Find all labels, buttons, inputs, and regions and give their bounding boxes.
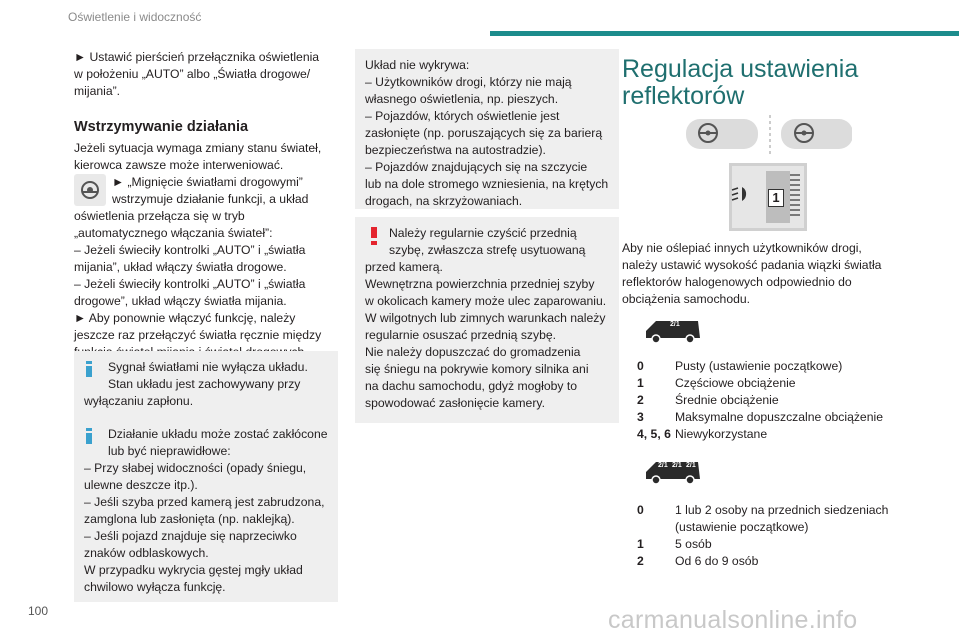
text-line: bezpieczeństwa na autostradzie). (365, 143, 546, 157)
list-number: 1 (637, 537, 644, 551)
list-text: (ustawienie początkowe) (675, 520, 809, 534)
list-item (637, 426, 917, 443)
text-line: się śniegu na pokrywie komory silnika ani (365, 362, 589, 376)
text-line: kierowca zawsze może interweniować. (74, 158, 284, 172)
van-empty-icon (642, 318, 702, 344)
list-text: 1 lub 2 osoby na przednich siedzeniach (675, 503, 889, 517)
text-line: wyłączaniu zapłonu. (84, 394, 194, 408)
text-line: znaków odblaskowych. (84, 546, 209, 560)
warning-icon (371, 227, 377, 250)
text-line: – Jeżeli świeciły kontrolki „AUTO” i „światła (74, 243, 306, 257)
van-seat-label: 2/1 (658, 462, 668, 469)
text-line: – Jeżeli świeciły kontrolki „AUTO” i „światła (74, 277, 306, 291)
text-line: „automatycznego włączania świateł”: (74, 226, 273, 240)
passenger-list (637, 502, 917, 570)
text-line: Wewnętrzna powierzchnia przedniej szyby (365, 277, 595, 291)
text-line: Nie należy dopuszczać do gromadzenia (365, 345, 581, 359)
page-number: 100 (28, 604, 49, 618)
text-line: wstrzymuje działanie funkcji, a układ (112, 192, 309, 206)
text-line: przed kamerą. (365, 260, 443, 274)
text-line: mijania”. (74, 84, 121, 98)
list-number: 3 (637, 410, 644, 424)
text-line: zasłonięte (np. poruszających się za barierą (365, 126, 603, 140)
list-text: Maksymalne dopuszczalne obciążenie (675, 410, 883, 424)
text-line: oświetlenia przełącza się w tryb (74, 209, 245, 223)
text-line: spowodować zasłonięcie kamery. (365, 396, 545, 410)
section-title: Regulacja ustawienia (622, 55, 859, 83)
text-line: drogowe”, układ włączy światła mijania. (74, 294, 287, 308)
list-number: 0 (637, 503, 644, 517)
text-line: szybę, zwłaszcza strefę usytuowaną (389, 243, 586, 257)
column-1 (74, 49, 336, 361)
info-icon (86, 428, 92, 449)
text-line: W przypadku wykrycia gęstej mgły układ (84, 563, 303, 577)
text-line: – Jeśli pojazd znajduje się naprzeciwko (84, 529, 297, 543)
text-line: w położeniu „AUTO” albo „Światła drogowe/ (74, 67, 311, 81)
list-number: 0 (637, 359, 644, 373)
section-title: reflektorów (622, 82, 745, 110)
text-line: własnego oświetlenia, np. pieszych. (365, 92, 559, 106)
list-item (637, 553, 917, 570)
van-passengers-icon (642, 459, 702, 485)
text-line: zamglona lub zasłonięta (np. naklejką). (84, 512, 295, 526)
dashboard-illustration (686, 113, 852, 233)
text-line: w okolicach kamery może ulec zaparowaniu. (365, 294, 607, 308)
text-line: Układ nie wykrywa: (365, 58, 470, 72)
text-line: należy ustawić wysokość padania wiązki światła (622, 258, 882, 272)
list-number: 1 (637, 376, 644, 390)
section-heading: Wstrzymywanie działania (74, 119, 249, 135)
header-accent-bar (490, 31, 959, 36)
info-icon (86, 361, 92, 382)
text-line: jeszcze raz przełączyć światła ręcznie między (74, 328, 322, 342)
text-line: ► Ustawić pierścień przełącznika oświetlenia (74, 50, 320, 64)
list-number: 4, 5, 6 (637, 427, 671, 441)
list-text: Częściowe obciążenie (675, 376, 796, 390)
header-title: Oświetlenie i widoczność (68, 10, 202, 24)
van-seat-label: 2/1 (670, 321, 680, 328)
list-text: Niewykorzystane (675, 427, 768, 441)
text-line: obciążenia samochodu. (622, 292, 751, 306)
list-number: 2 (637, 554, 644, 568)
list-item (637, 358, 917, 375)
text-line: Działanie układu może zostać zakłócone (108, 427, 328, 441)
text-line: mijania”, układ włączy światła drogowe. (74, 260, 287, 274)
column-3 (622, 56, 922, 110)
text-line: ► „Mignięcie światłami drogowymi” (112, 175, 303, 189)
van-seat-label: 2/1 (686, 462, 696, 469)
text-line: Stan układu jest zachowywany przy (108, 377, 301, 391)
text-line: reflektorów halogenowych odpowiednio do (622, 275, 852, 289)
text-line: – Użytkowników drogi, którzy nie mają (365, 75, 572, 89)
info-box-2 (74, 418, 338, 602)
list-item (637, 409, 917, 426)
text-line: ► Aby ponownie włączyć funkcję, należy (74, 311, 296, 325)
thumbwheel-value: 1 (768, 189, 784, 207)
list-text: Od 6 do 9 osób (675, 554, 759, 568)
list-text: Średnie obciążenie (675, 393, 779, 407)
text-line: ulewne deszcze itp.). (84, 478, 198, 492)
text-line: – Przy słabej widoczności (opady śniegu, (84, 461, 307, 475)
van-seat-label: 2/1 (672, 462, 682, 469)
list-item (637, 392, 917, 409)
text-line: lub na dole stromego wzniesienia, na krętych (365, 177, 609, 191)
headlamp-flash-icon (74, 174, 106, 206)
text-line: W wilgotnych lub zimnych warunkach należy (365, 311, 606, 325)
text-line: na dachu samochodu, gdyż mogłoby to (365, 379, 578, 393)
text-line: Jeżeli sytuacja wymaga zmiany stanu świateł, (74, 141, 322, 155)
text-line: Sygnał światłami nie wyłącza układu. (108, 360, 308, 374)
list-item (637, 519, 917, 536)
load-list (637, 358, 917, 443)
text-line: lub być nieprawidłowe: (108, 444, 231, 458)
list-item (637, 502, 917, 519)
text-line: drogach, na skrzyżowaniach. (365, 194, 523, 208)
text-line: Należy regularnie czyścić przednią (389, 226, 577, 240)
list-text: 5 osób (675, 537, 712, 551)
text-line: – Pojazdów, których oświetlenie jest (365, 109, 560, 123)
text-line: regularnie osuszać przednią szybę. (365, 328, 557, 342)
list-number: 2 (637, 393, 644, 407)
warning-box (355, 217, 619, 423)
text-line: Aby nie oślepiać innych użytkowników drogi, (622, 241, 862, 255)
list-item (637, 375, 917, 392)
list-number (637, 519, 675, 536)
column-3-intro (622, 240, 922, 308)
text-line: chwilowo wyłącza funkcję. (84, 580, 226, 594)
text-line: – Jeśli szyba przed kamerą jest zabrudzona, (84, 495, 325, 509)
notice-box (355, 49, 619, 209)
list-text: Pusty (ustawienie początkowe) (675, 359, 843, 373)
text-line: – Pojazdów znajdujących się na szczycie (365, 160, 588, 174)
watermark: carmanualsonline.info (608, 606, 858, 634)
list-item (637, 536, 917, 553)
